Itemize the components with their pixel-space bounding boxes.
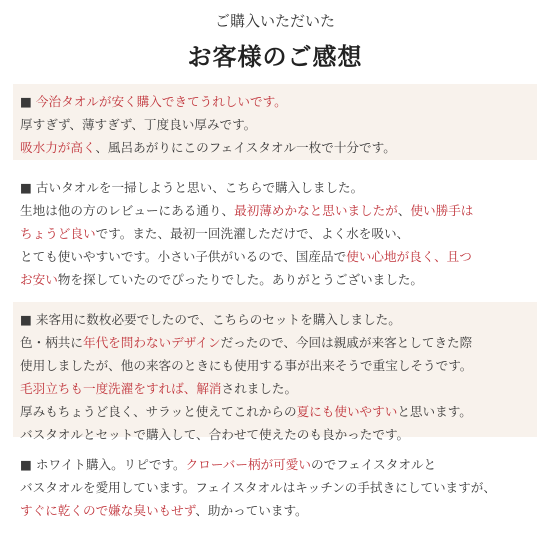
review-text: 生地は他の方のレビューにある通り、 xyxy=(20,203,235,218)
review-line xyxy=(20,268,530,291)
review-text: 使用しましたが、他の来客のときにも使用する事が出来そうで重宝しそうです。 xyxy=(20,358,473,373)
highlighted-text: 吸水力が高く xyxy=(20,140,96,155)
highlighted-text: すぐに乾くので嫌な臭いもせず xyxy=(20,503,196,518)
review-line xyxy=(20,222,530,245)
review-text: のでフェイスタオルと xyxy=(310,457,437,472)
review-card-4 xyxy=(13,447,537,527)
highlighted-text: 年代を問わないデザイン xyxy=(82,335,221,350)
page-title: お客様のご感想 xyxy=(187,42,363,71)
review-text: バスタオルを愛用しています。フェイスタオルはキッチンの手拭きにしていますが、 xyxy=(20,480,496,495)
highlighted-text: お安い xyxy=(20,272,58,287)
review-line xyxy=(20,453,530,476)
highlighted-text: 夏にも使いやすい xyxy=(296,404,398,419)
review-text: ■ 古いタオルを一掃しようと思い、こちらで購入しました。 xyxy=(20,180,364,195)
highlighted-text: 今治タオルが安く購入できてうれしいです。 xyxy=(35,94,287,109)
review-text: です。また、最初一回洗濯しただけで、よく水を吸い、 xyxy=(95,226,410,241)
review-card-1 xyxy=(13,84,537,160)
highlighted-text: 毛羽立ちも一度洗濯をすれば、解消 xyxy=(20,381,222,396)
review-text: ■ 来客用に数枚必要でしたので、こちらのセットを購入しました。 xyxy=(20,312,401,327)
page-subtitle: ご購入いただいた xyxy=(214,12,335,30)
review-line xyxy=(20,423,530,446)
review-line xyxy=(20,377,530,400)
review-text: だったので、今回は親戚が来客としてきた際 xyxy=(220,335,473,350)
highlighted-text: ちょうど良い xyxy=(20,226,96,241)
review-text: 厚すぎず、薄すぎず、丁度良い厚みです。 xyxy=(20,117,257,132)
review-text: 厚みもちょうど良く、サラッと使えてこれからの xyxy=(20,404,297,419)
highlighted-text: 最初薄めかなと思いましたが xyxy=(234,203,398,218)
review-text: 、助かっています。 xyxy=(195,503,308,518)
review-text: ■ xyxy=(20,94,36,109)
review-line xyxy=(20,176,530,199)
review-card-3 xyxy=(13,302,537,442)
highlighted-text: クローバー柄が可愛い xyxy=(185,457,311,472)
review-text: 物を探していたのでぴったりでした。ありがとうございました。 xyxy=(57,272,423,287)
highlighted-text: 使い勝手は xyxy=(410,203,474,218)
highlighted-text: 使い心地が良く、且つ xyxy=(346,249,472,264)
review-line xyxy=(20,113,530,136)
review-text: と思います。 xyxy=(397,404,472,419)
review-text: バスタオルとセットで購入して、合わせて使えたのも良かったです。 xyxy=(20,427,410,442)
review-text: 色・柄共に xyxy=(20,335,83,350)
review-text: されました。 xyxy=(221,381,298,396)
review-card-2 xyxy=(13,170,537,292)
review-line xyxy=(20,245,530,268)
review-line xyxy=(20,136,530,159)
review-line xyxy=(20,331,530,354)
review-text: 、 xyxy=(397,203,411,218)
review-text: ■ ホワイト購入。リピです。 xyxy=(20,457,186,472)
review-line xyxy=(20,308,530,331)
review-line xyxy=(20,199,530,222)
review-line xyxy=(20,499,530,522)
review-text: 、風呂あがりにこのフェイスタオル一枚で十分です。 xyxy=(95,140,396,155)
review-line xyxy=(20,476,530,499)
review-line xyxy=(20,400,530,423)
review-line xyxy=(20,90,530,113)
review-text: とても使いやすいです。小さい子供がいるので、国産品で xyxy=(20,249,347,264)
review-line xyxy=(20,354,530,377)
